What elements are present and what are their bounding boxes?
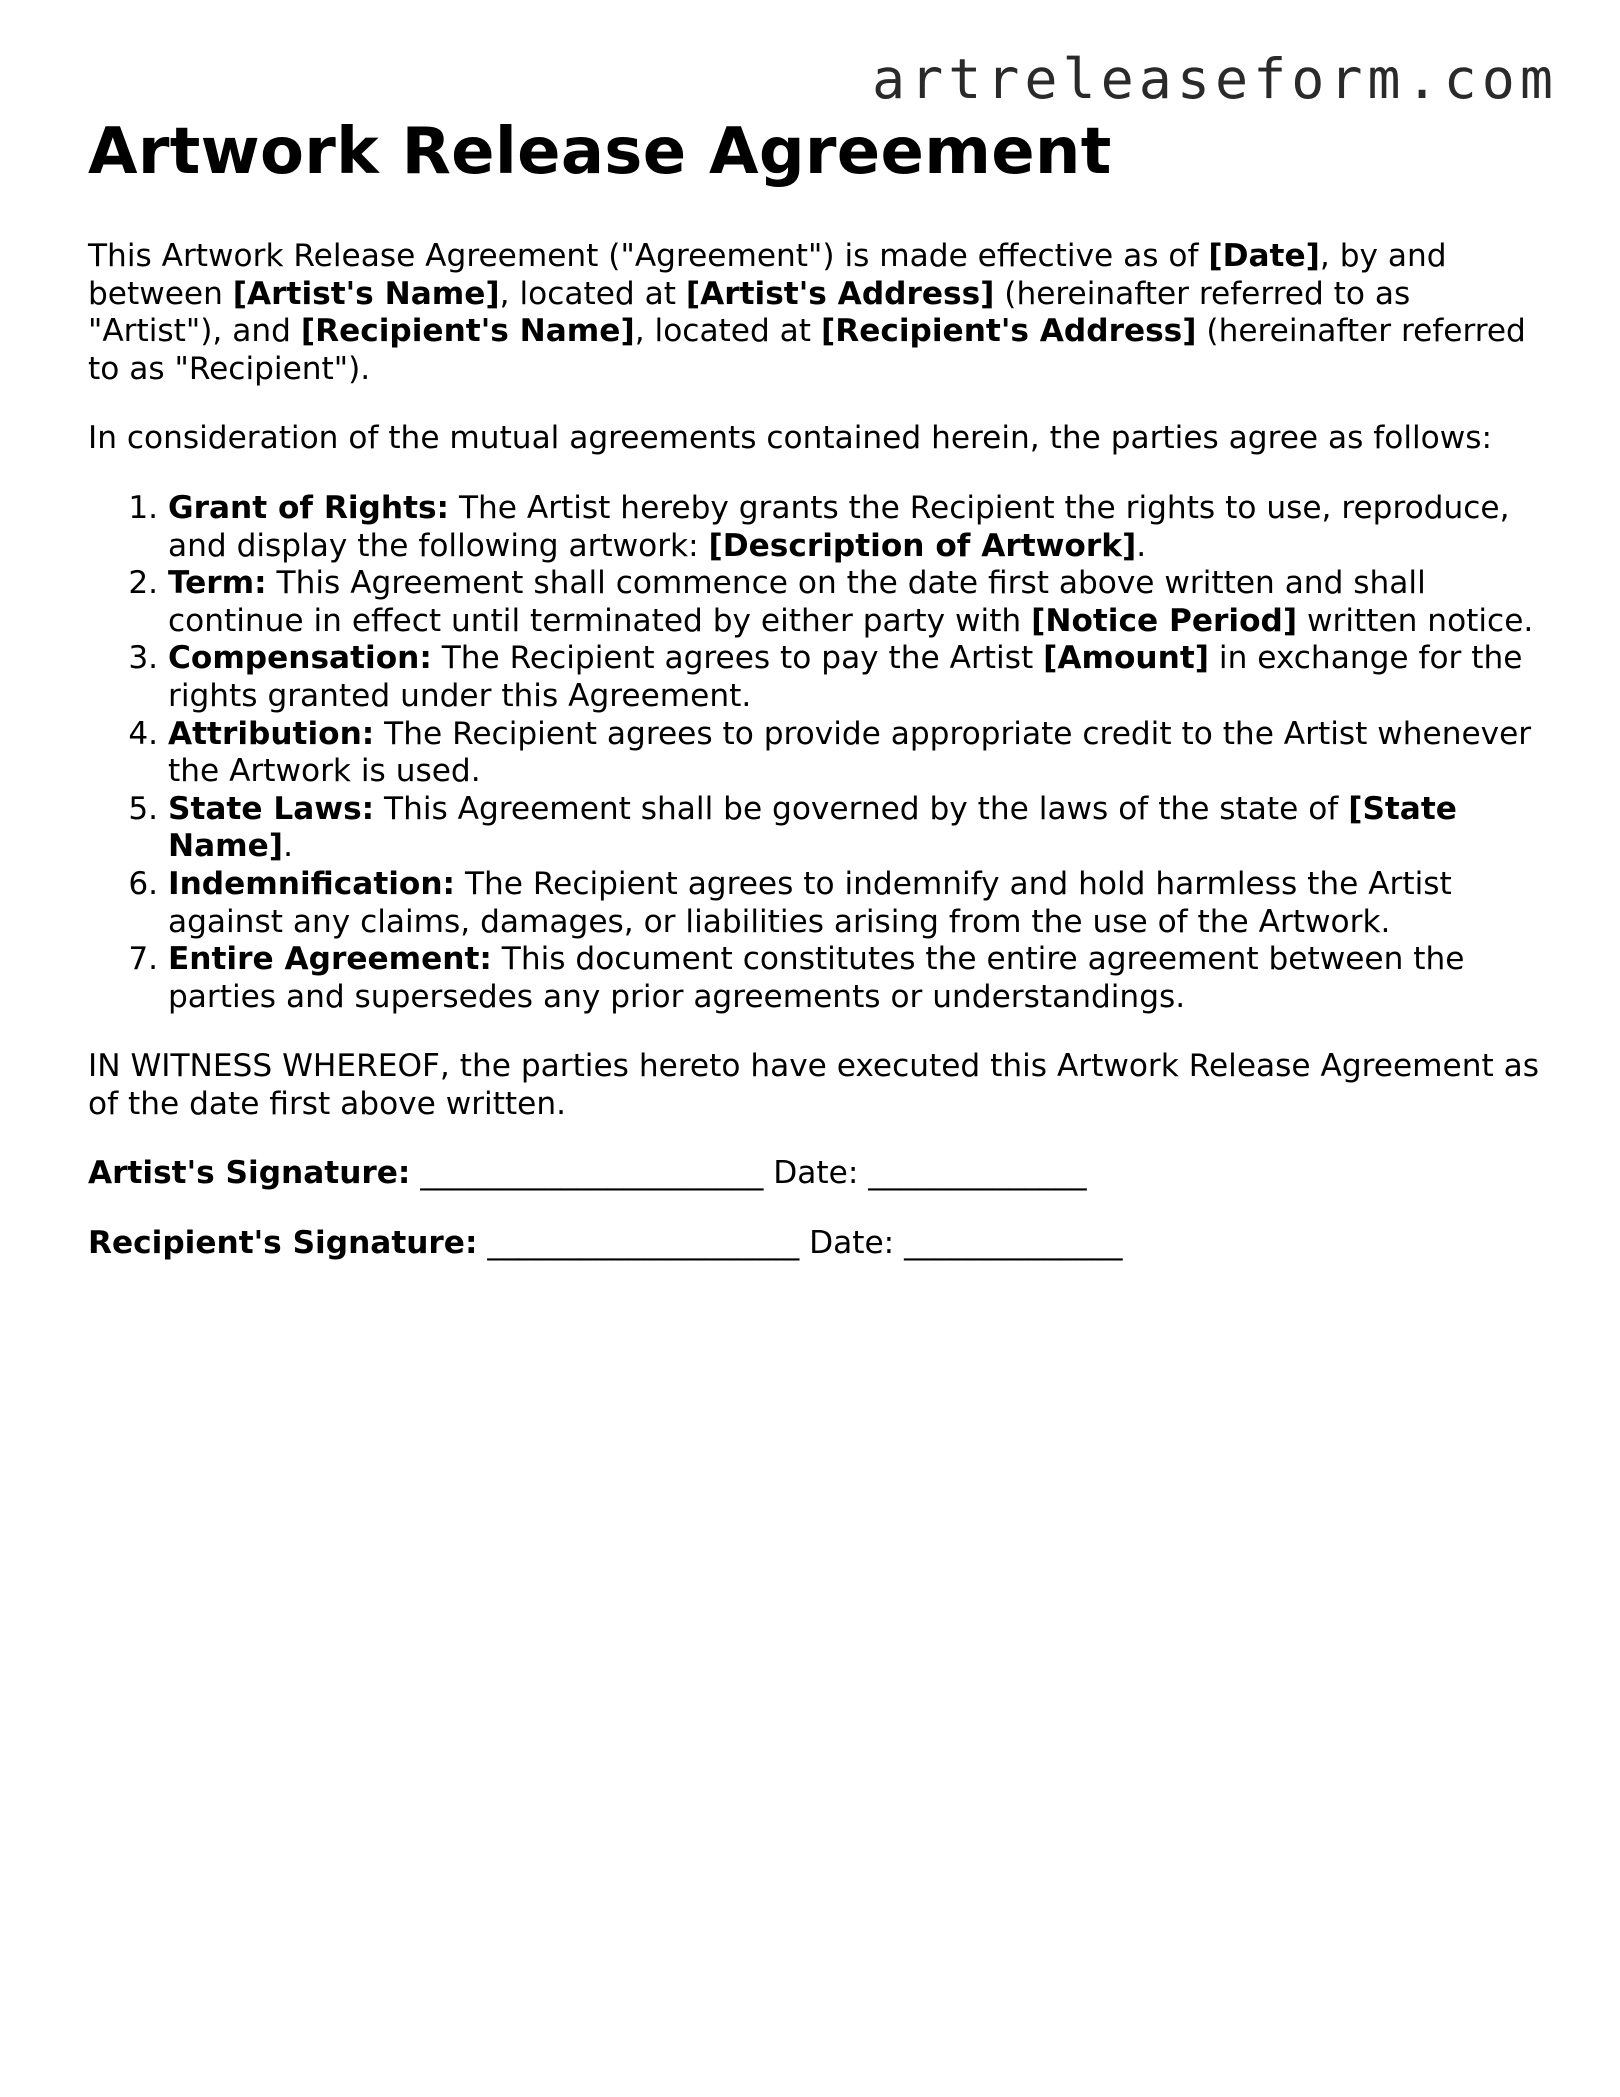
term-heading: Grant of Rights:	[168, 489, 450, 526]
recipient-signature-blank: ____________________	[477, 1225, 810, 1262]
term-text: The Recipient agrees to pay the Artist	[431, 640, 1044, 677]
term-text: .	[283, 828, 293, 865]
date-placeholder: [Date]	[1208, 238, 1320, 274]
term-state-laws	[168, 791, 1548, 866]
term-heading: Term:	[168, 565, 267, 602]
term-heading: Entire Agreement:	[168, 941, 492, 978]
consideration-paragraph: In consideration of the mutual agreements contained herein, the parties agree as follows:	[88, 420, 1493, 457]
intro-text: (hereinafter referred to as "Recipient").	[88, 313, 1526, 387]
intro-text: This Artwork Release Agreement ("Agreement") is made effective as of	[88, 238, 1209, 274]
artist-signature-label: Artist's Signature:	[88, 1155, 411, 1192]
watermark: artreleaseform.com	[871, 47, 1558, 111]
term-indemnification	[168, 866, 1548, 941]
recipient-address-placeholder: [Recipient's Address]	[820, 313, 1197, 350]
recipient-signature-line	[88, 1225, 1548, 1263]
term-text: in exchange for the rights granted under this Agreement.	[168, 640, 1523, 714]
document-title: Artwork Release Agreement	[88, 115, 1112, 189]
term-text: The Recipient agrees to provide appropriate credit to the Artist whenever the Artwork is used.	[168, 715, 1532, 790]
intro-text: (hereinafter referred to as "Artist"), and	[88, 275, 1411, 350]
document-page	[88, 110, 1548, 1263]
term-heading: Compensation:	[168, 640, 432, 677]
term-term	[168, 565, 1548, 640]
term-entire-agreement	[168, 941, 1548, 1016]
artist-date-label: Date:	[773, 1155, 859, 1192]
terms-list	[88, 490, 1548, 1016]
intro-text: , located at	[634, 313, 821, 350]
term-attribution	[168, 716, 1548, 791]
artwork-description-placeholder: [Description of Artwork]	[708, 527, 1137, 564]
term-heading: State Laws:	[168, 790, 375, 827]
intro-paragraph	[88, 238, 1548, 388]
term-text: This Agreement shall be governed by the laws of the state of	[374, 790, 1349, 827]
term-text: This Agreement shall commence on the date first above written and shall continue in effect until terminated by either party with	[168, 565, 1426, 639]
state-name-placeholder: [State Name]	[168, 790, 1457, 865]
intro-text: , by and between	[88, 238, 1447, 312]
artist-signature-blank: ______________________	[410, 1155, 774, 1192]
artist-address-placeholder: [Artist's Address]	[685, 275, 995, 312]
term-text: written notice.	[1297, 602, 1534, 639]
notice-period-placeholder: [Notice Period]	[1031, 602, 1298, 639]
witness-paragraph: IN WITNESS WHEREOF, the parties hereto have executed this Artwork Release Agreement as of the date first above written.	[88, 1048, 1539, 1122]
recipient-signature-label: Recipient's Signature:	[88, 1225, 478, 1262]
term-compensation	[168, 640, 1548, 715]
amount-placeholder: [Amount]	[1043, 640, 1209, 677]
recipient-name-placeholder: [Recipient's Name]	[300, 313, 635, 350]
term-grant-of-rights	[168, 490, 1548, 565]
term-text: This document constitutes the entire agreement between the parties and supersedes any prior agreements or understandings.	[168, 941, 1465, 1015]
term-text: The Artist hereby grants the Recipient the rights to use, reproduce, and display the following artwork:	[168, 489, 1510, 564]
term-heading: Indemnification:	[168, 865, 456, 902]
artist-signature-line	[88, 1155, 1548, 1193]
artist-date-blank: ______________	[858, 1155, 1087, 1192]
recipient-date-label: Date:	[809, 1225, 895, 1262]
intro-text: , located at	[499, 275, 686, 312]
recipient-date-blank: ______________	[894, 1225, 1123, 1262]
term-text: The Recipient agrees to indemnify and hold harmless the Artist against any claims, damages, or liabilities arising from the use of the Artwork.	[168, 865, 1452, 940]
term-text: .	[1136, 527, 1147, 564]
artist-name-placeholder: [Artist's Name]	[232, 275, 500, 312]
term-heading: Attribution:	[168, 715, 375, 752]
